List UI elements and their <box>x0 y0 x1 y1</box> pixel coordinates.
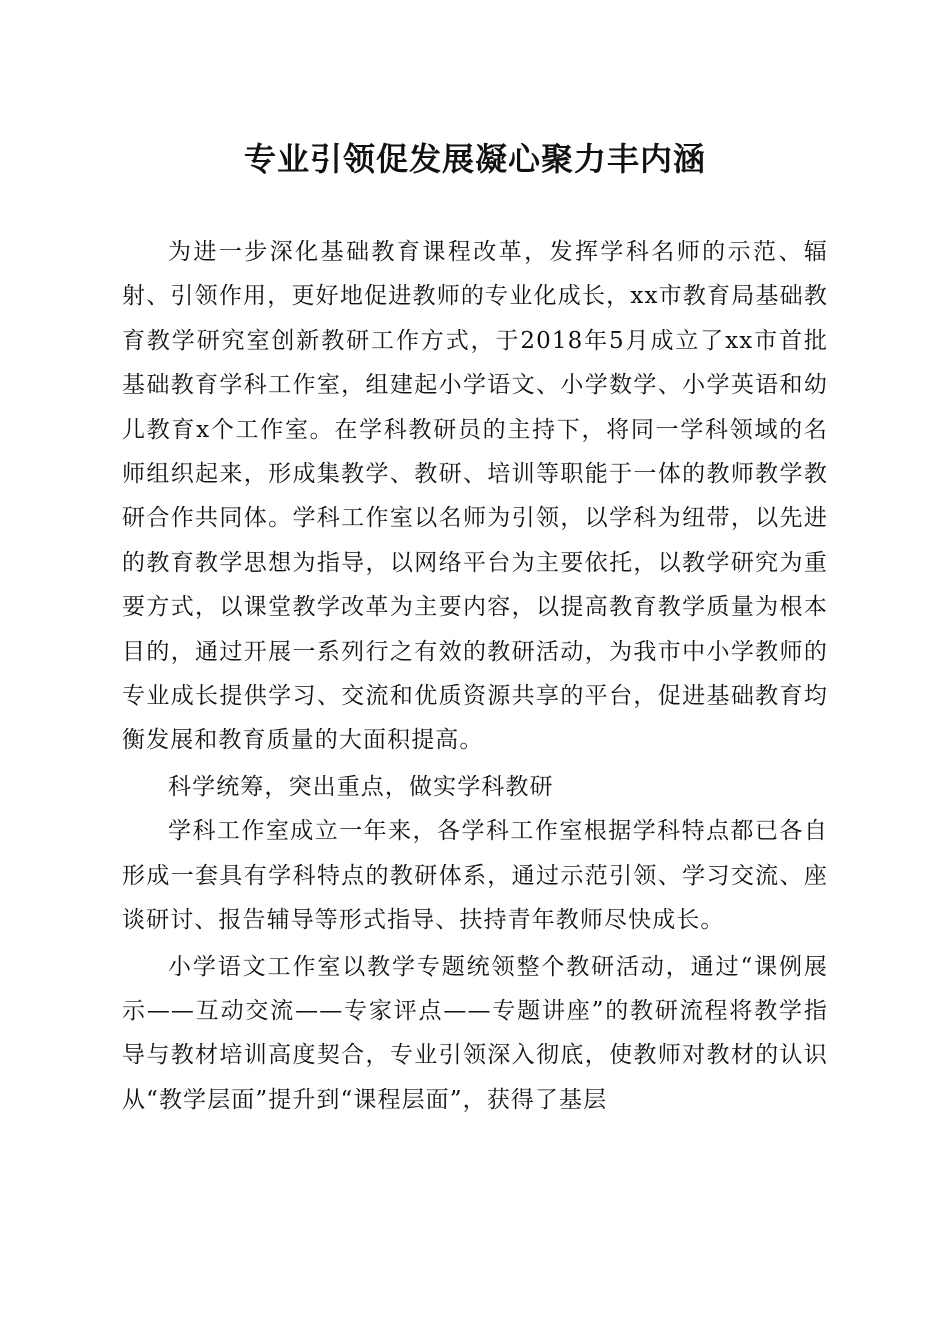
paragraph-intro: 为进一步深化基础教育课程改革，发挥学科名师的示范、辐射、引领作用，更好地促进教师的专业化成长，xx市教育局基础教育教学研究室创新教研工作方式，于2018年5月成立了xx市首批基础教育学科工作室，组建起小学语文、小学数学、小学英语和幼儿教育x个工作室。在学科教研员的主持下，将同一学科领域的名师组织起来，形成集教学、教研、培训等职能于一体的教师教学教研合作共同体。学科工作室以名师为引领，以学科为纽带，以先进的教育教学思想为指导，以网络平台为主要依托，以教学研究为重要方式，以课堂教学改革为主要内容，以提高教育教学质量为根本目的，通过开展一系列行之有效的教研活动，为我市中小学教师的专业成长提供学习、交流和优质资源共享的平台，促进基础教育均衡发展和教育质量的大面积提高。 <box>122 239 828 754</box>
paragraph-chinese-studio: 小学语文工作室以教学专题统领整个教研活动，通过“课例展示——互动交流——专家评点——专题讲座”的教研流程将教学指导与教材培训高度契合，专业引领深入彻底，使教师对教材的认识从“教学层面”提升到“课程层面”，获得了基层 <box>122 953 828 1113</box>
document-title: 专业引领促发展凝心聚力丰内涵 <box>243 140 706 178</box>
section-heading: 科学统筹，突出重点，做实学科教研 <box>168 773 554 800</box>
document-body <box>122 230 828 1122</box>
paragraph-overview: 学科工作室成立一年来，各学科工作室根据学科特点都已各自形成一套具有学科特点的教研体系，通过示范引领、学习交流、座谈研讨、报告辅导等形式指导、扶持青年教师尽快成长。 <box>122 818 828 934</box>
